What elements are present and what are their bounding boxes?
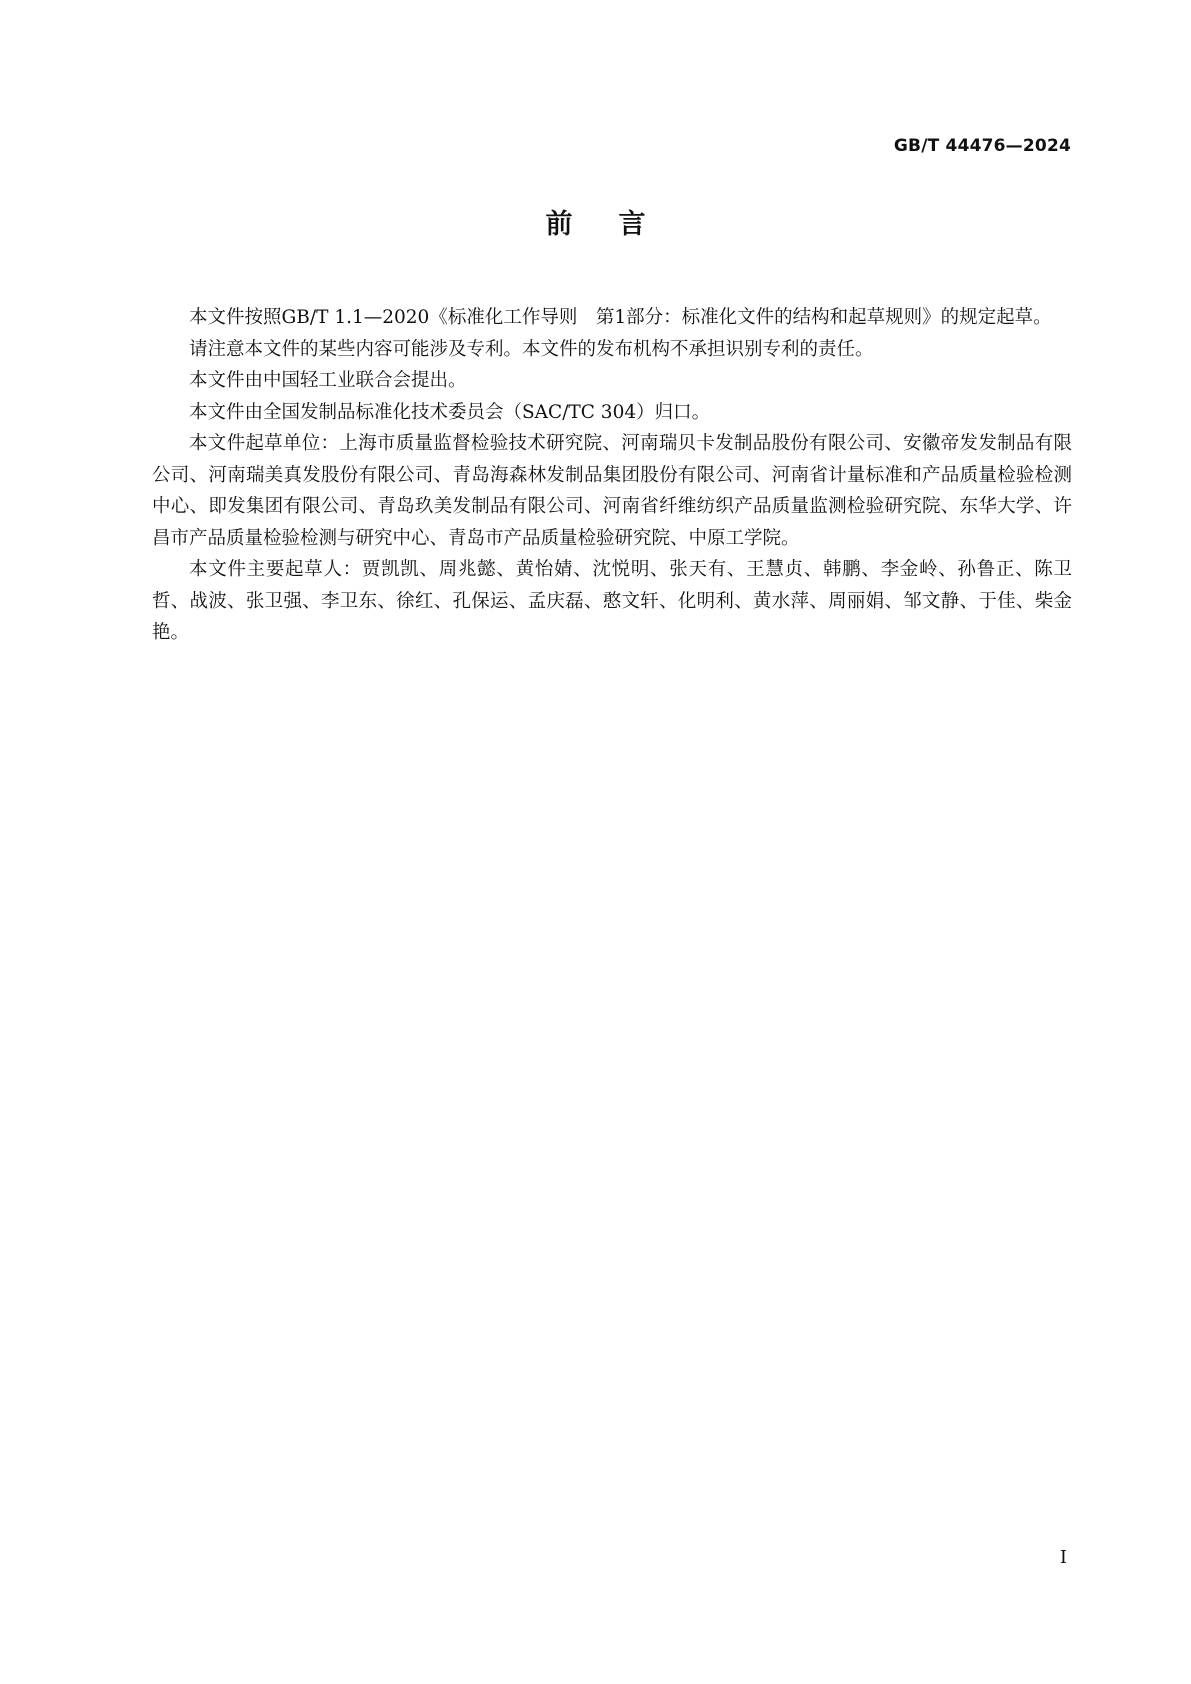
paragraph-drafting-rules: 本文件按照GB/T 1.1—2020《标准化工作导则 第1部分：标准化文件的结构和起草规则》的规定起草。 bbox=[189, 307, 1052, 328]
page-number: I bbox=[1059, 1547, 1067, 1568]
standard-number: GB/T 44476—2024 bbox=[893, 136, 1071, 156]
page-title: 前言 bbox=[545, 209, 692, 240]
paragraph-drafters: 本文件主要起草人：贾凯凯、周兆懿、黄怡婧、沈悦明、张天有、王慧贞、韩鹏、李金岭、孙鲁正、陈卫哲、战波、张卫强、李卫东、徐红、孔保运、孟庆磊、憨文轩、化明利、黄水萍、周丽娟、邹文静、于佳、柴金艳。 bbox=[152, 559, 1072, 643]
paragraph-patent-notice: 请注意本文件的某些内容可能涉及专利。本文件的发布机构不承担识别专利的责任。 bbox=[189, 338, 874, 360]
foreword-body bbox=[152, 302, 1072, 649]
paragraph-proposer: 本文件由中国轻工业联合会提出。 bbox=[189, 370, 467, 391]
paragraph-committee: 本文件由全国发制品标准化技术委员会（SAC/TC 304）归口。 bbox=[189, 401, 711, 423]
paragraph-drafting-units: 本文件起草单位：上海市质量监督检验技术研究院、河南瑞贝卡发制品股份有限公司、安徽帝发发制品有限公司、河南瑞美真发股份有限公司、青岛海森林发制品集团股份有限公司、河南省计量标准和产品质量检验检测中心、即发集团有限公司、青岛玖美发制品有限公司、河南省纤维纺织产品质量监测检验研究院、东华大学、许昌市产品质量检验检测与研究中心、青岛市产品质量检验研究院、中原工学院。 bbox=[152, 433, 1072, 549]
